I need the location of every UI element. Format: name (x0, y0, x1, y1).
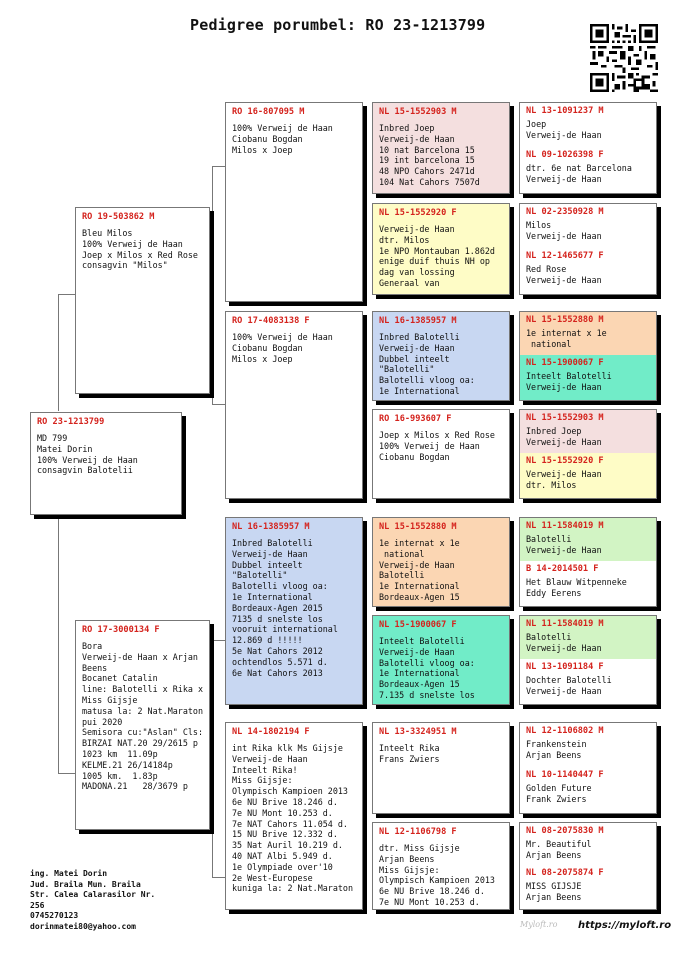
pigeon-details: Inteelt Rika Frans Zwiers (379, 743, 440, 764)
ring-number: NL 11-1584019 M (526, 619, 604, 629)
pigeon-details: Red Rose Verweij-de Haan (526, 264, 602, 285)
ring-number: NL 15-1552903 M (526, 413, 604, 423)
pigeon-details: Golden Future Frank Zwiers (526, 783, 592, 804)
pigeon-details: Inbred Joep Verweij-de Haan 10 nat Barcelona 15 19 int barcelona 15 48 NPO Cahors 2471d 104 Nat Cahors 7507d (379, 123, 480, 187)
pedigree-card-g5-14[interactable] (520, 767, 656, 813)
ring-number: RO 17-4083138 F (232, 316, 310, 326)
myloft-logo-icon: Myloft.ro (520, 920, 558, 929)
ring-number: NL 15-1552880 M (379, 522, 457, 532)
pedigree-card-g5-3[interactable] (520, 204, 656, 250)
pedigree-card-g5-2[interactable] (520, 147, 656, 193)
pedigree-card-g4-7[interactable] (372, 722, 510, 814)
pigeon-details: Mr. Beautiful Arjan Beens (526, 839, 592, 860)
pedigree-card-g4-3[interactable] (372, 311, 510, 401)
ring-number: NL 02-2350928 M (526, 207, 604, 217)
qr-code-icon (590, 24, 658, 92)
ring-number: NL 16-1385957 M (379, 316, 457, 326)
ring-number: NL 14-1802194 F (232, 727, 310, 737)
ring-number: NL 10-1140447 F (526, 770, 604, 780)
pedigree-card-g4-8[interactable] (372, 822, 510, 910)
ring-number: RO 16-807095 M (232, 107, 305, 117)
pedigree-card-dam-sire[interactable] (225, 517, 363, 705)
pedigree-pair-g5-5 (519, 517, 657, 607)
pedigree-pair-g5-4 (519, 409, 657, 499)
ring-number: NL 16-1385957 M (232, 522, 310, 532)
pedigree-pair-g5-8 (519, 822, 657, 910)
website-link[interactable]: https://myloft.ro (578, 920, 672, 931)
pedigree-pair-g5-2 (519, 203, 657, 295)
ring-number: RO 16-993607 F (379, 414, 452, 424)
pigeon-details: Verweij-de Haan dtr. Milos (526, 469, 602, 490)
connector-line (212, 640, 225, 641)
pigeon-details: Inteelt Balotelli Verweij-de Haan Balotelli vloog oa: 1e International Bordeaux-Agen 15 7.135 d snelste los (379, 636, 475, 700)
pigeon-details: dtr. 6e nat Barcelona Verweij-de Haan (526, 163, 632, 184)
pedigree-card-g5-9[interactable] (520, 518, 656, 563)
connector-line (212, 404, 225, 405)
pigeon-details: Inbred Balotelli Verweij-de Haan Dubbel inteelt "Balotelli" Balotelli vloog oa: 1e International Bordeaux-Agen 2015 7135 d snelste los vooruit international 12.869 d !!!!! 5e Nat Cahors 2012 ochtendlos 5.571 d. 6e Nat Cahors 2013 (232, 538, 338, 678)
pedigree-card-subject[interactable] (30, 412, 182, 515)
pedigree-card-g5-10[interactable] (520, 561, 656, 606)
pigeon-details: Dochter Balotelli Verweij-de Haan (526, 675, 612, 696)
pedigree-card-sire-dam[interactable] (225, 311, 363, 499)
ring-number: NL 12-1106802 M (526, 726, 604, 736)
ring-number: NL 09-1026398 F (526, 150, 604, 160)
ring-number: RO 17-3000134 F (82, 625, 160, 635)
pigeon-details: MD 799 Matei Dorin 100% Verweij de Haan consagvin Balotelii (37, 433, 138, 476)
connector-line (58, 516, 59, 774)
ring-number: NL 08-2075874 F (526, 868, 604, 878)
pedigree-card-g4-1[interactable] (372, 102, 510, 194)
ring-number: NL 15-1552920 F (379, 208, 457, 218)
pedigree-card-g5-8[interactable] (520, 453, 656, 498)
connector-line (58, 294, 75, 295)
pigeon-details: Balotelli Verweij-de Haan (526, 632, 602, 653)
ring-number: NL 13-1091237 M (526, 106, 604, 116)
pedigree-pair-g5-7 (519, 722, 657, 814)
pigeon-details: Joep Verweij-de Haan (526, 119, 602, 140)
page-title: Pedigree porumbel: RO 23-1213799 (190, 16, 486, 34)
pigeon-details: Verweij-de Haan dtr. Milos 1e NPO Montauban 1.862d enige duif thuis NH op dag van lossing Generaal van (379, 224, 495, 288)
pigeon-details: Inbred Balotelli Verweij-de Haan Dubbel inteelt "Balotelli" Balotelli vloog oa: 1e International (379, 332, 475, 396)
pedigree-card-g5-11[interactable] (520, 616, 656, 661)
pigeon-details: Bora Verweij-de Haan x Arjan Beens Bocanet Catalin line: Balotelli x Rika x Miss Gijsje matusa la: 2 Nat.Maraton pui 2020 Semisora cu:"Aslan" Cls: BIRZAI NAT.20 29/2615 p 1023 km 11.09p KELME.21 26/14184p 1005 km. 1.83p MADONA.21 28/3679 p (82, 641, 204, 792)
pedigree-card-g4-6[interactable] (372, 615, 510, 705)
ring-number: NL 12-1106798 F (379, 827, 457, 837)
connector-line (212, 166, 213, 404)
ring-number: NL 15-1900067 F (379, 620, 457, 630)
pigeon-details: Milos Verweij-de Haan (526, 220, 602, 241)
pigeon-details: MISS GIJSJE Arjan Beens (526, 881, 582, 902)
connector-line (58, 294, 59, 411)
connector-line (212, 640, 213, 877)
pedigree-card-g5-1[interactable] (520, 103, 656, 149)
pigeon-details: Het Blauw Witpenneke Eddy Eerens (526, 577, 627, 598)
pedigree-card-dam-dam[interactable] (225, 722, 363, 910)
pedigree-card-sire-sire[interactable] (225, 102, 363, 302)
ring-number: NL 08-2075830 M (526, 826, 604, 836)
pigeon-details: 1e internat x 1e national Verweij-de Haan Balotelli 1e International Bordeaux-Agen 15 (379, 538, 460, 602)
ring-number: NL 11-1584019 M (526, 521, 604, 531)
ring-number: NL 15-1900067 F (526, 358, 604, 368)
pigeon-details: Bleu Milos 100% Verweij de Haan Joep x Milos x Red Rose consagvin "Milos" (82, 228, 198, 271)
pedigree-card-g5-4[interactable] (520, 248, 656, 294)
connector-line (212, 166, 225, 167)
ring-number: B 14-2014501 F (526, 564, 599, 574)
ring-number: NL 15-1552920 F (526, 456, 604, 466)
pigeon-details: int Rika klk Ms Gijsje Verweij-de Haan Inteelt Rika! Miss Gijsje: Olympisch Kampioen 2013 6e NU Brive 18.246 d. 7e NU Mont 10.253 d. 7e NAT Cahors 11.054 d. 15 NU Brive 12.332 d. 35 Nat Auril 10.219 d. 40 NAT Albi 5.949 d. 1e Olympiade over'10 2e West-Europese kuniga la: 2 Nat.Maraton (232, 743, 354, 894)
pedigree-card-g5-15[interactable] (520, 823, 656, 867)
pigeon-details: 100% Verweij de Haan Ciobanu Bogdan Milos x Joep (232, 332, 333, 364)
pigeon-details: Joep x Milos x Red Rose 100% Verweij de Haan Ciobanu Bogdan (379, 430, 495, 462)
ring-number: NL 13-3324951 M (379, 727, 457, 737)
pedigree-card-g4-5[interactable] (372, 517, 510, 607)
pedigree-card-g5-12[interactable] (520, 659, 656, 704)
pedigree-pair-g5-6 (519, 615, 657, 705)
pigeon-details: Inteelt Balotelli Verweij-de Haan (526, 371, 612, 392)
ring-number: NL 15-1552880 M (526, 315, 604, 325)
ring-number: RO 23-1213799 (37, 417, 105, 427)
pedigree-pair-g5-3 (519, 311, 657, 401)
pigeon-details: 1e internat x 1e national (526, 328, 607, 349)
pedigree-card-g5-7[interactable] (520, 410, 656, 455)
ring-number: NL 12-1465677 F (526, 251, 604, 261)
pedigree-card-g5-6[interactable] (520, 355, 656, 400)
ring-number: RO 19-503862 M (82, 212, 155, 222)
ring-number: NL 13-1091184 F (526, 662, 604, 672)
pedigree-card-g4-4[interactable] (372, 409, 510, 499)
pigeon-details: Balotelli Verweij-de Haan (526, 534, 602, 555)
pedigree-card-dam[interactable] (75, 620, 210, 830)
connector-line (212, 877, 225, 878)
pigeon-details: Inbred Joep Verweij-de Haan (526, 426, 602, 447)
pigeon-details: Frankenstein Arjan Beens (526, 739, 587, 760)
ring-number: NL 15-1552903 M (379, 107, 457, 117)
pedigree-card-g4-2[interactable] (372, 203, 510, 295)
pedigree-pair-g5-1 (519, 102, 657, 194)
connector-line (58, 773, 75, 774)
pigeon-details: 100% Verweij de Haan Ciobanu Bogdan Milos x Joep (232, 123, 333, 155)
pedigree-card-sire[interactable] (75, 207, 210, 394)
pedigree-card-g5-5[interactable] (520, 312, 656, 357)
breeder-contact: ing. Matei Dorin Jud. Braila Mun. Braila Str. Calea Calarasilor Nr. 256 0745270123 dorinmatei80@yahoo.com (30, 869, 156, 931)
pigeon-details: dtr. Miss Gijsje Arjan Beens Miss Gijsje: Olympisch Kampioen 2013 6e NU Brive 18.246 d. 7e NU Mont 10.253 d. (379, 843, 495, 907)
pedigree-card-g5-13[interactable] (520, 723, 656, 769)
pedigree-card-g5-16[interactable] (520, 865, 656, 909)
